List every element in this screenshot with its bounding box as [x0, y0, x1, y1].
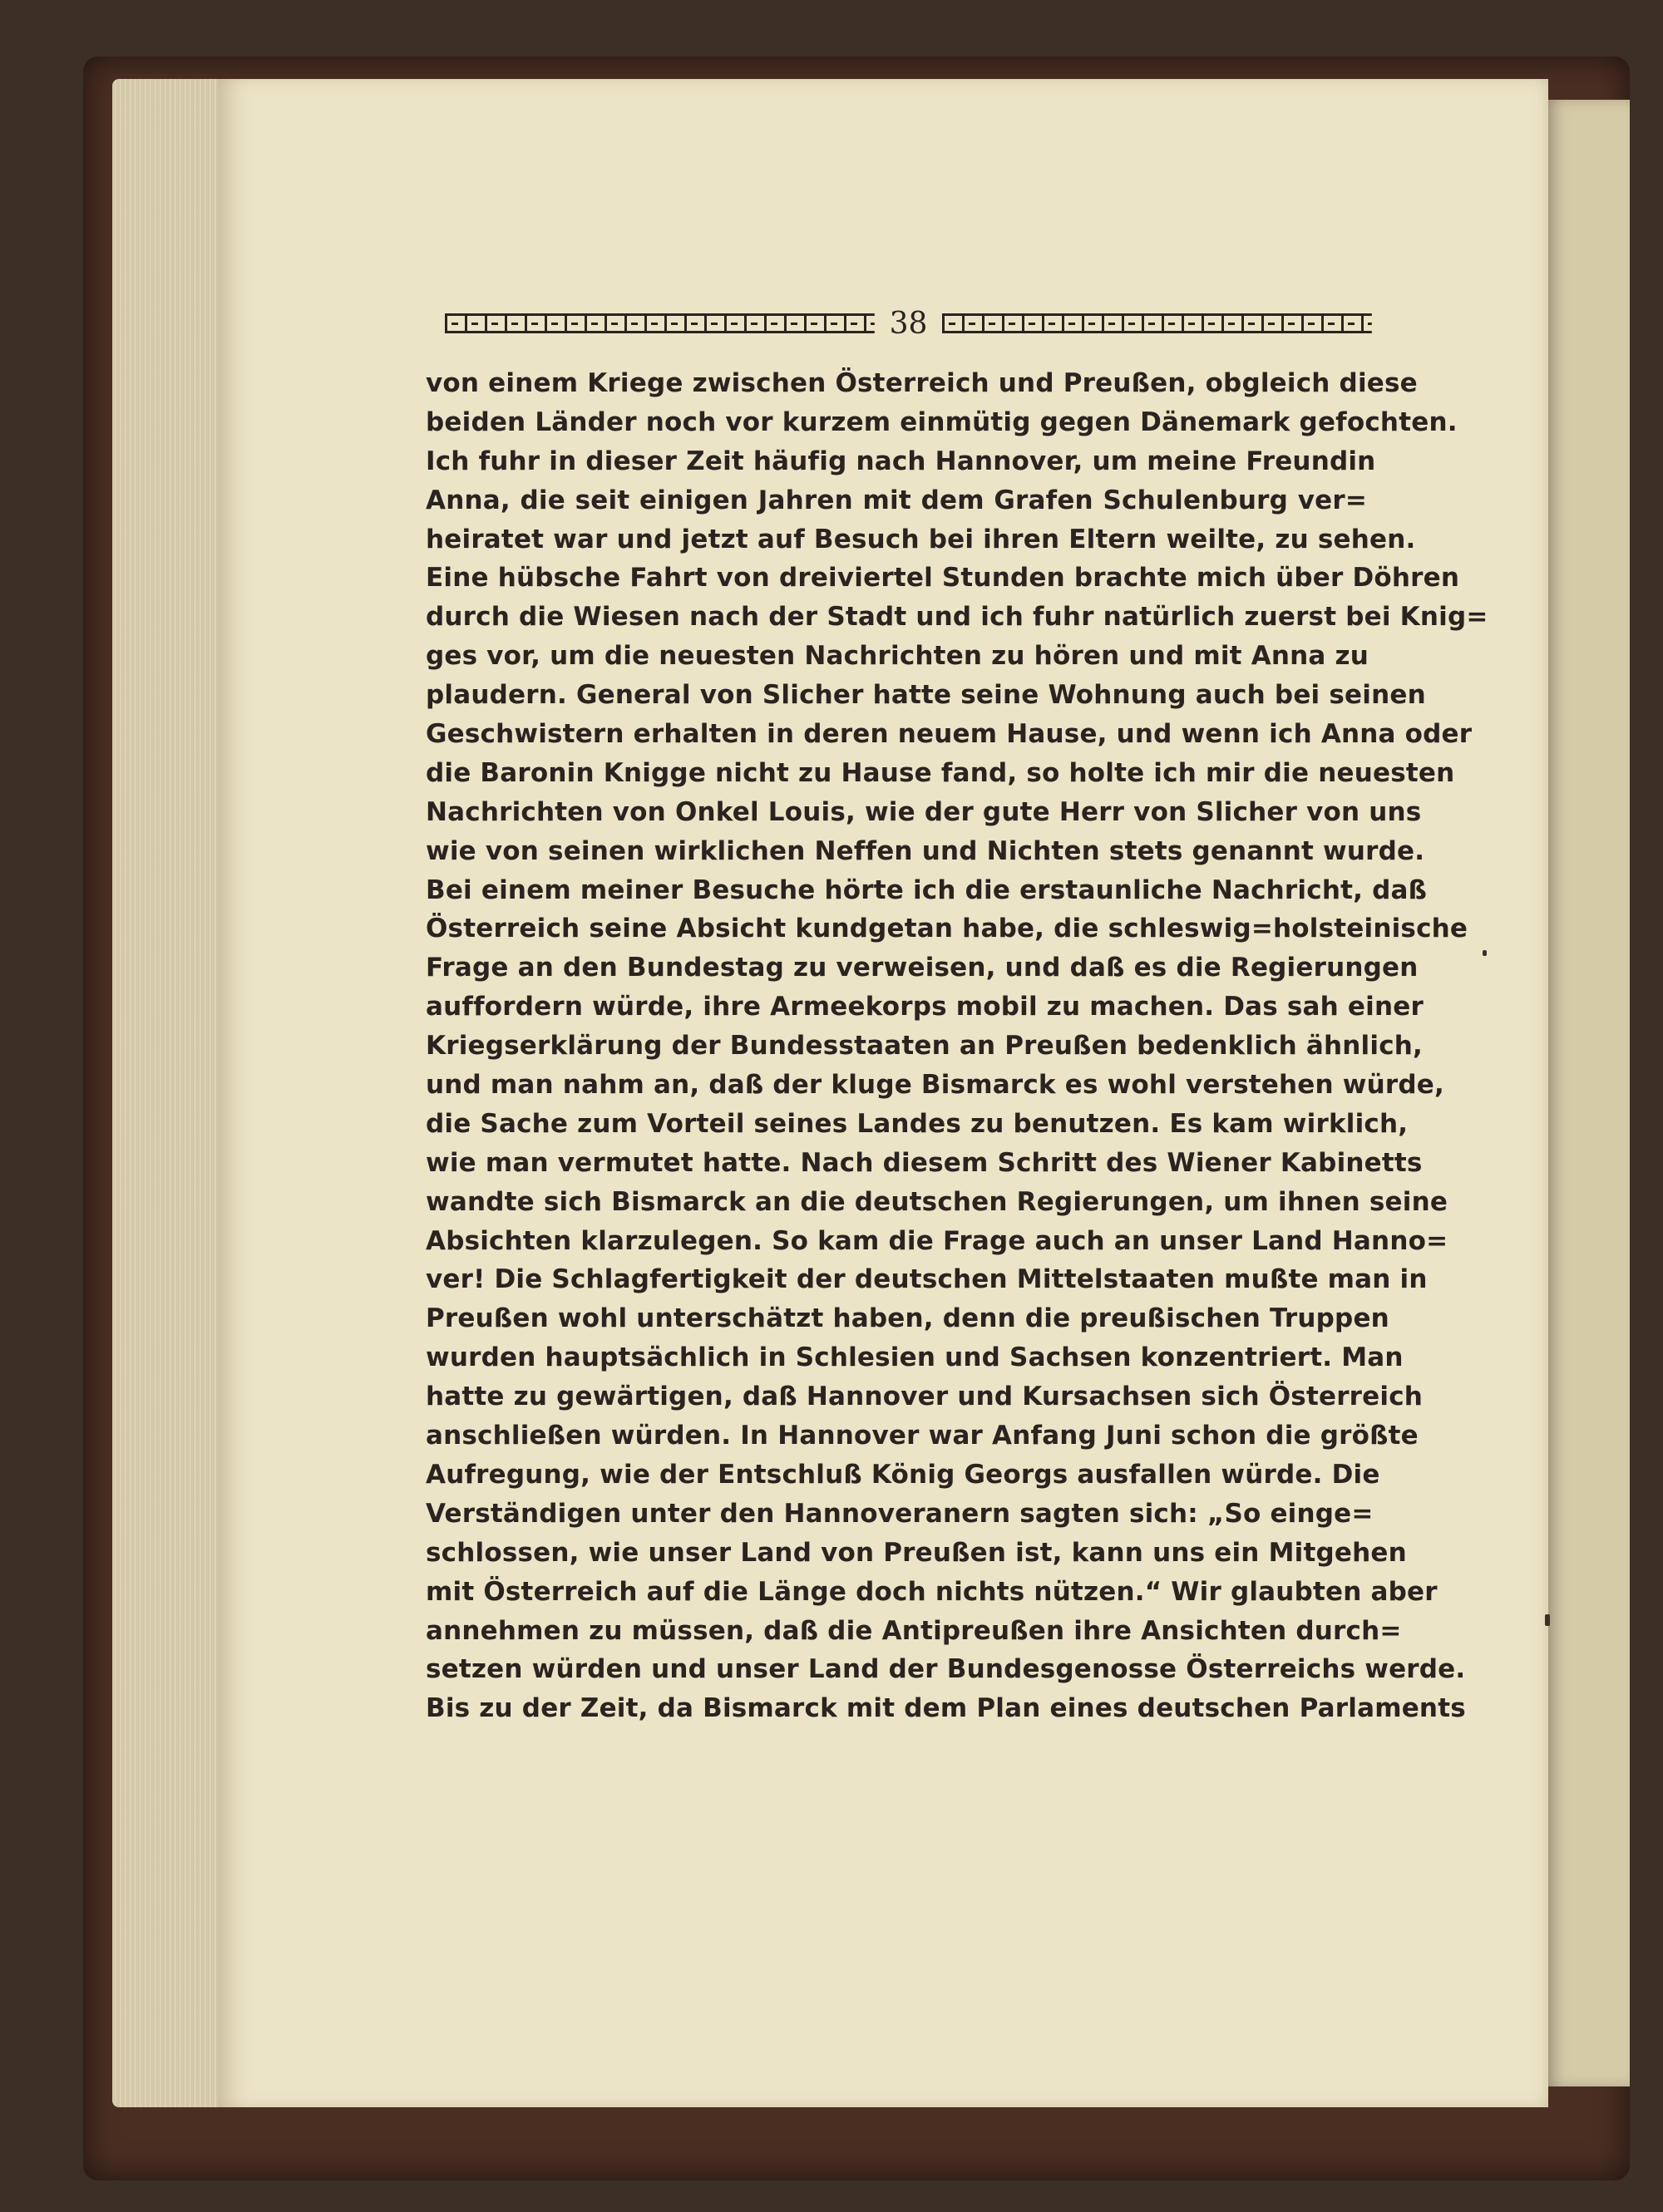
page-header — [445, 303, 1372, 343]
text-line: Österreich seine Absicht kundgetan habe, die schleswig=holsteinische — [426, 914, 1468, 944]
text-line: wie man vermutet hatte. Nach diesem Schritt des Wiener Kabinetts — [426, 1147, 1423, 1178]
text-line: Preußen wohl unterschätzt haben, denn die preußischen Truppen — [426, 1303, 1389, 1334]
text-line: wurden hauptsächlich in Schlesien und Sachsen konzentriert. Man — [426, 1342, 1404, 1373]
text-line: wandte sich Bismarck an die deutschen Regierungen, um ihnen seine — [426, 1186, 1448, 1217]
text-line: von einem Kriege zwischen Österreich und Preußen, obgleich diese — [426, 368, 1418, 398]
text-line: Absichten klarzulegen. So kam die Frage auch an unser Land Hanno= — [426, 1225, 1448, 1256]
body-text — [426, 364, 1488, 1728]
right-ornament-border — [942, 313, 1372, 333]
text-line: wie von seinen wirklichen Neffen und Nichten stets genannt wurde. — [426, 835, 1425, 866]
text-line: ver! Die Schlagfertigkeit der deutschen Mittelstaaten mußte man in — [426, 1264, 1428, 1295]
text-line: und man nahm an, daß der kluge Bismarck es wohl verstehen würde, — [426, 1070, 1444, 1101]
text-line: die Sache zum Vorteil seines Landes zu benutzen. Es kam wirklich, — [426, 1108, 1409, 1139]
text-line: Nachrichten von Onkel Louis, wie der gute Herr von Slicher von uns — [426, 796, 1422, 827]
text-line: Anna, die seit einigen Jahren mit dem Grafen Schulenburg ver= — [426, 485, 1367, 515]
text-line: Ich fuhr in dieser Zeit häufig nach Hannover, um meine Freundin — [426, 446, 1376, 476]
text-line: hatte zu gewärtigen, daß Hannover und Kursachsen sich Österreich — [426, 1382, 1424, 1412]
text-line: Geschwistern erhalten in deren neuem Hause, und wenn ich Anna oder — [426, 719, 1473, 750]
text-line: mit Österreich auf die Länge doch nichts nützen.“ Wir glaubten aber — [426, 1576, 1438, 1607]
text-line: Eine hübsche Fahrt von dreiviertel Stunden brachte mich über Döhren — [426, 563, 1460, 594]
text-line: anschließen würden. In Hannover war Anfang Juni schon die größte — [426, 1421, 1419, 1451]
text-line: schlossen, wie unser Land von Preußen ist, kann uns ein Mitgehen — [426, 1537, 1407, 1568]
text-line: ges vor, um die neuesten Nachrichten zu hören und mit Anna zu — [426, 641, 1369, 672]
text-line: durch die Wiesen nach der Stadt und ich fuhr natürlich zuerst bei Knig= — [426, 602, 1488, 633]
text-line: Bis zu der Zeit, da Bismarck mit dem Plan eines deutschen Parlaments — [426, 1693, 1466, 1724]
text-line: setzen würden und unser Land der Bundesgenosse Österreichs werde. — [426, 1654, 1466, 1685]
ink-speck — [1545, 1614, 1550, 1626]
text-line: Verständigen unter den Hannoveranern sagten sich: „So einge= — [426, 1498, 1374, 1529]
text-line: Bei einem meiner Besuche hörte ich die erstaunliche Nachricht, daß — [426, 874, 1428, 905]
left-ornament-border — [445, 313, 875, 333]
text-line: Frage an den Bundestag zu verweisen, und daß es die Regierungen — [426, 953, 1419, 983]
text-line: Aufregung, wie der Entschluß König Georgs ausfallen würde. Die — [426, 1459, 1380, 1490]
text-line: beiden Länder noch vor kurzem einmütig gegen Dänemark gefochten. — [426, 406, 1458, 437]
text-line: annehmen zu müssen, daß die Antipreußen ihre Ansichten durch= — [426, 1615, 1402, 1646]
text-line: Kriegserklärung der Bundesstaaten an Preußen bedenklich ähnlich, — [426, 1031, 1424, 1062]
text-line: plaudern. General von Slicher hatte seine Wohnung auch bei seinen — [426, 680, 1426, 711]
ink-speck — [1483, 950, 1487, 956]
facing-page-edge — [1548, 100, 1630, 2086]
text-line: die Baronin Knigge nicht zu Hause fand, so holte ich mir die neuesten — [426, 757, 1455, 788]
text-line: heiratet war und jetzt auf Besuch bei ihren Eltern weilte, zu sehen. — [426, 524, 1416, 554]
text-line: auffordern würde, ihre Armeekorps mobil zu machen. Das sah einer — [426, 992, 1424, 1022]
page-number: 38 — [889, 306, 928, 341]
